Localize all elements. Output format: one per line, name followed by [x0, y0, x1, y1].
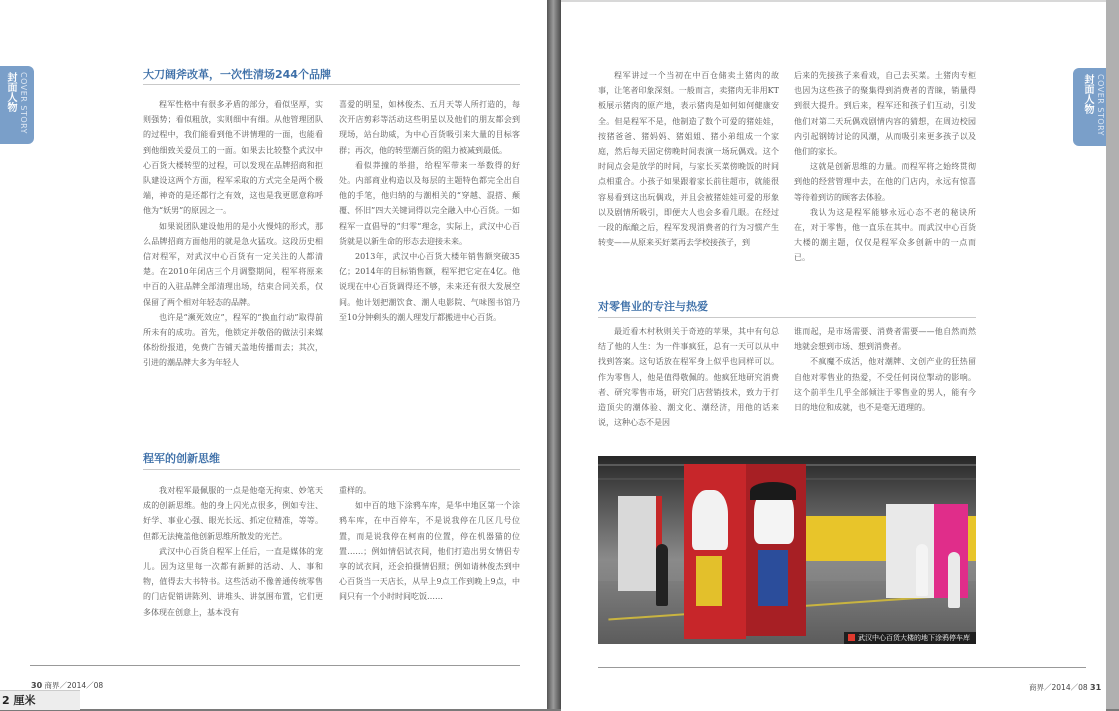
section-heading: 程军的创新思维 [143, 452, 220, 465]
paragraph: 程军讲过一个当初在中百仓储卖土猪肉的故事，让笔者印象深刻。一般而言，卖猪肉无非用KT板展示猪肉的原产地，表示猪肉是如何如何健康安全。但是程军不是，他制造了数个可爱的猪娃娃，按猪爸爸、猪妈妈、猪姐姐、猪小弟组成一个家庭，然后每天固定傍晚时间表演一场玩偶戏。这个时间点会是放学的时间，与家长买菜傍晚饭的时间点相重合。小孩子如果跟着家长前往超市，就能很容易看到这出玩偶戏，并且会被猪娃娃可爱的形象以及剧情所吸引，即便大人也会多看几眼。在经过一段的酝酿之后，程军发现消费者的行为习惯产生转变——从原来买好菜再去学校接孩子，到 [598, 71, 779, 248]
section-tab-right [1073, 68, 1106, 146]
ruler-label: 2 厘米 [0, 690, 80, 710]
page-number: 31 [1090, 683, 1102, 692]
paragraph: 程军性格中有很多矛盾的部分，看似坚厚，实则强势；看似粗放，实则细中有细。从他管理团队的过程中，我们能看到他不讲情理的一面，也能看到他细致关爱员工的一面。如果去比较整个武汉中心百货大楼转型的过程，可以发现在品牌招商和拒队建设这两个方面，程军采取的方式完全是两个极端，神奇的是还都行之有效，这也是我更愿意称呼他为“妖男”的原因之一。 [143, 100, 323, 216]
paragraph: 如果说团队建设他用的是小火慢炖的形式，那么品牌招商方面他用的就是急火猛攻。这段历史相信对程军，对武汉中心百货有一定关注的人都清楚。在2010年闭店三个月调整期间，程军将原来中百的入驻品牌全部清理出场，结束合同关系，仅保留了两个相对年轻态的品牌。 [143, 221, 323, 307]
section-tab-label: 封面人物 [5, 72, 16, 112]
page-folio [1029, 682, 1101, 693]
section-heading: 对零售业的专注与热爱 [598, 300, 708, 313]
person [948, 552, 960, 608]
paragraph: 最近看木村秋则关于奇迹的苹果，其中有句总结了他的人生：为一件事疯狂，总有一天可以从中找到答案。这句话放在程军身上似乎也同样可以。作为零售人，他是值得敬佩的。他疯狂地研究消费者、研究零售市场，研究门店营销技术，致力于打造顶尖的潮体验、潮文化、潮经济，用他的话来说，这种心态不是因 [598, 327, 779, 428]
photo-caption [844, 632, 976, 644]
footer-rule [598, 667, 1086, 668]
text-column [143, 97, 323, 371]
text-column [339, 97, 520, 325]
section-tab-sub: COVER STORY [19, 72, 28, 135]
paragraph: 2013年，武汉中心百货大楼年销售额突破35亿；2014年的目标销售额，程军把它定在4亿。他说现在中心百货调得还不够，未来还有很大发展空间。他计划把潮饮食、潮人电影院、气味图书馆乃至10分钟剩头的潮人理发厅都搬进中心百货。 [339, 252, 520, 322]
caption-text: 武汉中心百货大楼的地下涂鸦停车库 [858, 634, 970, 642]
paragraph: 喜爱的明星，如林俊杰、五月天等人所打造的，每次开店剪彩等活动这些明星以及他们的朋友都会到现场，站台助威，为中心百货吸引来大量的目标客群；再次，他的转型潮百货的阻力被减到最低。 [339, 100, 520, 155]
text-column [339, 483, 520, 605]
paragraph: 后来的先接孩子来看戏，自己去买菜。土猪肉专柜也因为这些孩子的聚集得到消费者的青睐，销量得到很大提升。到后来，程军还和孩子们互动，引发他们对第二天玩偶戏剧情内容的猜想，在周边校园内引起钢铸讨论的风潮，从而吸引来更多孩子以及他们的家长。 [794, 71, 976, 157]
paragraph: 也许是“濒死效应”，程军的“换血行动”取得前所未有的成功。首先，他锁定并敬俗的做法引来媒体纷纷报道，免费广告铺天盖地传播而去；其次，引进的潮品牌大多为年轻人 [143, 312, 323, 368]
paragraph: 谁而起，是市场需要、消费者需要——他自然而然地就会想到市场、想到消费者。 [794, 327, 976, 352]
book-spine [547, 0, 561, 709]
person [656, 544, 668, 606]
paragraph: 看似莽撞的举措，给程军带来一举数得的好处。内部商业构造以及每层的主题特色都完全出自他的手笔，他归纳的与潮相关的“穿越、混搭、颠覆、怀旧”四大关键词得以完全融入中心百货。一如程军一直倡导的“归零”理念，实际上，武汉中心百货就是以新生命的形态去迎接未来。 [339, 160, 520, 246]
section-tab-label: 封面人物 [1082, 74, 1093, 114]
issue-label: 商界／2014／08 [1029, 683, 1088, 692]
cartoon-hair [750, 482, 796, 500]
paragraph: 我对程军最佩服的一点是他毫无拘束、妙笔天成的创新思维。他的身上闪光点很多，例如专注、好学、事业心强、眼光长远、抓定位精准，等等。但都无法掩盖他创新思维所散发的光芒。 [143, 486, 323, 541]
section-tab-sub: COVER STORY [1096, 74, 1105, 137]
caption-marker-icon [848, 634, 855, 641]
heading-rule [598, 317, 976, 318]
cartoon-face [692, 490, 728, 550]
paragraph: 如中百的地下涂鸦车库，是华中地区第一个涂鸦车库，在中百停车，不是说我停在几区几号位置，而是说我停在柯南的位置，停在机器猫的位置……；例如情侣试衣间，他们打造出男女情侣专享的试衣间，还会拍摄情侣照；例如请林俊杰到中心百货当一天店长，从早上9点工作到晚上9点，中间只有一个小时时间吃饭…… [339, 501, 520, 602]
page-edge [1106, 0, 1119, 709]
text-column [598, 68, 779, 250]
text-column [794, 68, 976, 266]
paragraph: 这就是创新思维的力量。而程军将之始终贯彻到他的经营管理中去，在他的门店内，永远有惊喜等待着到访的顾客去体验。 [794, 162, 976, 202]
person [916, 544, 928, 596]
paragraph: 武汉中心百货自程军上任后，一直是媒体的宠儿。因为这里每一次都有新鲜的活动、人、事和物，值得去大书特书。这些活动不像普通传统零售的门店促销讲陈列、讲堆头、讲氛围布置，它们更多体现在创意上，基本没有 [143, 546, 323, 617]
heading-rule [143, 84, 520, 85]
page-number: 30 [31, 681, 43, 690]
cartoon-body [696, 556, 722, 606]
cartoon-body [758, 550, 788, 606]
heading-rule [143, 469, 520, 470]
issue-label: 商界／2014／08 [44, 681, 104, 690]
text-column [143, 483, 323, 620]
paragraph: 重样的。 [339, 486, 371, 495]
section-heading: 大刀阔斧改革，一次性清场244个品牌 [143, 68, 331, 81]
paragraph: 不疯魔不成活，他对潮牌、文创产业的狂热留自他对零售业的热爱，不受任何岗位掣动的影响。这个前半生几乎全部倾注于零售业的男人，能有今日的地位和成就，也不是毫无道理的。 [794, 357, 976, 413]
paragraph: 我认为这是程军能够永远心态不老的秘诀所在，对于零售，他一直乐在其中。而武汉中心百货大楼的潮主题，仅仅是程军众多创新中的一点而已。 [794, 207, 976, 263]
text-column [794, 324, 976, 415]
right-page [561, 0, 1106, 711]
footer-rule [30, 665, 520, 666]
section-tab-left [0, 66, 34, 144]
left-page [0, 0, 547, 709]
text-column [598, 324, 779, 430]
graffiti-pillar [618, 496, 658, 591]
garage-photo [598, 456, 976, 644]
